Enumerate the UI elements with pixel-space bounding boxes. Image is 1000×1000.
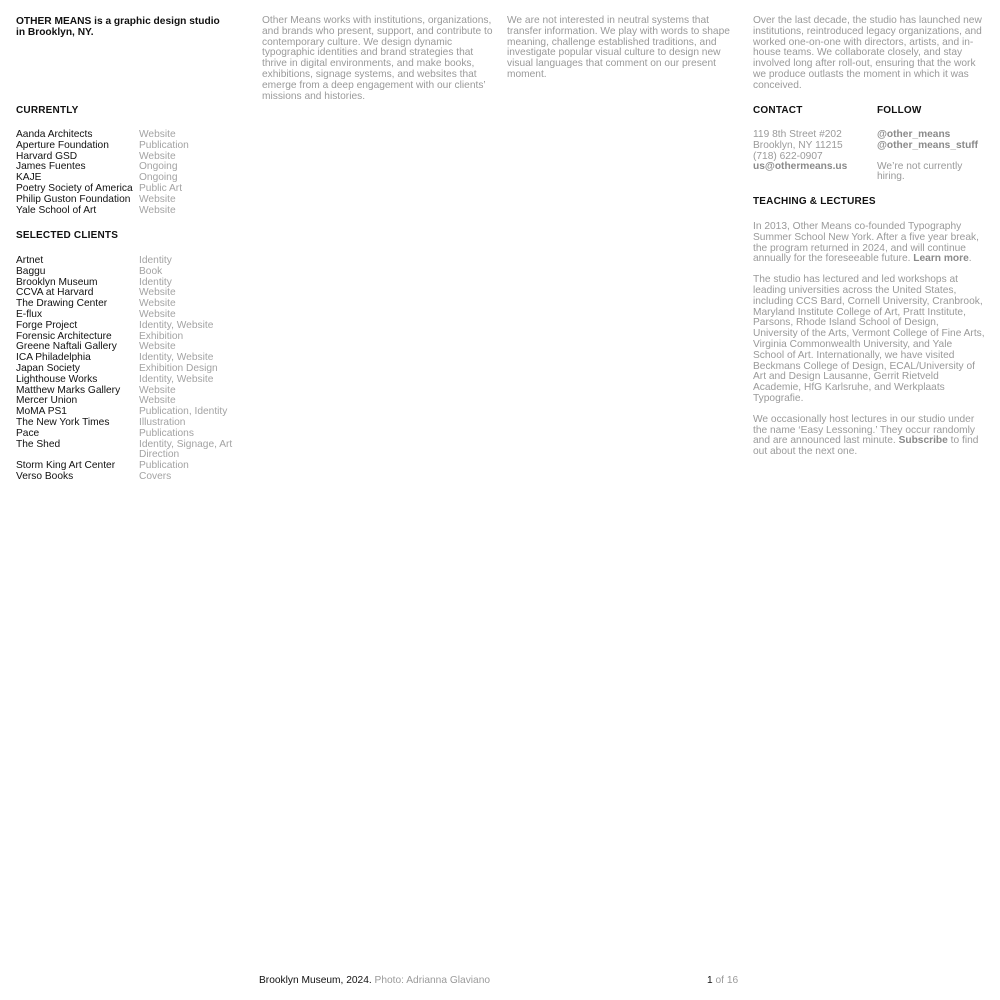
client-name[interactable]: Mercer Union xyxy=(16,395,78,407)
project-type: Website xyxy=(139,193,176,205)
address-line-1: 119 8th Street #202 xyxy=(753,129,842,140)
contact-heading: CONTACT xyxy=(753,105,803,116)
pagination[interactable] xyxy=(707,976,738,987)
client-name[interactable]: Yale School of Art xyxy=(16,204,97,216)
client-name[interactable]: Forensic Architecture xyxy=(16,330,112,342)
list-item[interactable] xyxy=(16,440,246,462)
client-name[interactable]: Verso Books xyxy=(16,470,74,482)
list-item[interactable] xyxy=(16,429,246,440)
list-item[interactable] xyxy=(16,206,246,217)
project-type: Website xyxy=(139,287,176,299)
project-type: Website xyxy=(139,384,176,396)
project-type: Covers xyxy=(139,470,172,482)
subscribe-link[interactable]: Subscribe xyxy=(898,435,948,447)
caption-credit: Photo: Adrianna Glaviano xyxy=(371,975,491,986)
project-type: Publication, Identity xyxy=(139,406,228,418)
project-type: Publication xyxy=(139,460,189,472)
page-total: 16 xyxy=(726,975,739,986)
client-name[interactable]: KAJE xyxy=(16,172,42,184)
project-type: Publication xyxy=(139,139,189,151)
client-name[interactable]: Brooklyn Museum xyxy=(16,276,98,288)
client-name[interactable]: Artnet xyxy=(16,255,44,266)
list-item[interactable] xyxy=(16,472,246,483)
selected-clients-heading: SELECTED CLIENTS xyxy=(16,230,119,241)
contact-block xyxy=(753,130,873,173)
about-column-3: Over the last decade, the studio has launched new institutions, reintroduced legacy organizations, and worked one-on-one with directors, artists, and in-house teams. We collaborate closely, and stay involved long after roll-out, ensuring that the work we produce outlasts the moment in which it was conceived. xyxy=(753,15,982,91)
follow-block xyxy=(877,130,992,183)
project-type: Publications xyxy=(139,427,194,439)
client-name[interactable]: Philip Guston Foundation xyxy=(16,193,131,205)
email-link[interactable]: us@othermeans.us xyxy=(753,161,848,173)
list-item[interactable] xyxy=(16,141,246,152)
project-type: Identity xyxy=(139,276,172,288)
client-name[interactable]: The Shed xyxy=(16,438,61,450)
hiring-status: We’re not currently hiring. xyxy=(877,160,963,183)
client-name[interactable]: Aanda Architects xyxy=(16,129,93,140)
teaching-paragraph-3: We occasionally host lectures in our studio under the name ‘Easy Lessoning.’ They occur randomly and are announced last minute. Subscribe to find out about the next one. xyxy=(753,413,979,458)
client-name[interactable]: Harvard GSD xyxy=(16,150,78,162)
project-type: Identity, Signage, Art Direction xyxy=(139,438,233,461)
selected-clients-list xyxy=(16,256,246,483)
list-item[interactable] xyxy=(16,195,246,206)
client-name[interactable]: Baggu xyxy=(16,265,46,277)
project-type: Public Art xyxy=(139,182,183,194)
phone-number[interactable]: (718) 622-0907 xyxy=(753,150,823,162)
page-current: 1 xyxy=(707,975,713,986)
client-name[interactable]: The Drawing Center xyxy=(16,298,108,310)
studio-tagline: is a graphic design studio in Brooklyn, NY. xyxy=(16,16,220,38)
about-column-2: We are not interested in neutral systems that transfer information. We play with words to shape meaning, challenge established traditions, and investigate popular visual culture to design new visual languages that comment on our present moment. xyxy=(507,15,730,80)
address-line-2: Brooklyn, NY 11215 xyxy=(753,139,843,151)
list-item[interactable] xyxy=(16,375,246,386)
teaching-block xyxy=(753,222,986,458)
client-name[interactable]: Storm King Art Center xyxy=(16,460,116,472)
project-type: Exhibition xyxy=(139,330,184,342)
project-type: Identity, Website xyxy=(139,319,214,331)
teaching-paragraph-2: The studio has lectured and led workshops at leading universities across the United States, including CCS Bard, Cornell University, Cranbrook, Maryland Institute College of Art, Pratt Institute, Parsons, Rhode Island School of Design, University of the Arts, Vermont College of Fine Arts, Virginia Commonwealth University, and Yale School of Art. Internationally, we have visited Beckmans College of Design, ECAL/University of Art and Design Lausanne, Gerrit Rietveld Academie, HfG Karlsruhe, and Werkplaats Typografie. xyxy=(753,274,985,404)
client-name[interactable]: Aperture Foundation xyxy=(16,139,109,151)
project-type: Website xyxy=(139,308,176,320)
list-item[interactable] xyxy=(16,418,246,429)
project-type: Website xyxy=(139,395,176,407)
social-link-other-means-stuff[interactable]: @other_means_stuff xyxy=(877,139,979,151)
project-type: Ongoing xyxy=(139,161,178,173)
client-name[interactable]: Forge Project xyxy=(16,319,78,331)
social-link-other-means[interactable]: @other_means xyxy=(877,129,951,140)
project-type: Ongoing xyxy=(139,172,178,184)
project-type: Book xyxy=(139,265,163,277)
project-type: Illustration xyxy=(139,416,186,428)
project-type: Website xyxy=(139,298,176,310)
list-item[interactable] xyxy=(16,299,246,310)
client-name[interactable]: The New York Times xyxy=(16,416,110,428)
teaching-paragraph-1: In 2013, Other Means co-founded Typography Summer School New York. After a five year break, the program returned in 2024, and will continue annually for the foreseeable future. Learn more. xyxy=(753,221,979,265)
client-name[interactable]: James Fuentes xyxy=(16,161,86,173)
client-name[interactable]: CCVA at Harvard xyxy=(16,287,94,299)
learn-more-link[interactable]: Learn more xyxy=(913,253,969,265)
list-item[interactable] xyxy=(16,256,246,267)
caption-title: Brooklyn Museum, 2024. xyxy=(259,975,372,986)
teaching-heading: TEACHING & LECTURES xyxy=(753,196,876,207)
currently-list xyxy=(16,130,246,216)
list-item[interactable] xyxy=(16,267,246,278)
project-type: Identity, Website xyxy=(139,373,214,385)
project-type: Identity, Website xyxy=(139,352,214,364)
client-name[interactable]: Greene Naftali Gallery xyxy=(16,341,117,353)
client-name[interactable]: Matthew Marks Gallery xyxy=(16,384,121,396)
list-item[interactable] xyxy=(16,162,246,173)
project-type: Website xyxy=(139,204,176,216)
currently-heading: CURRENTLY xyxy=(16,105,79,116)
client-name[interactable]: Japan Society xyxy=(16,362,80,374)
list-item[interactable] xyxy=(16,321,246,332)
client-name[interactable]: E-flux xyxy=(16,308,43,320)
project-type: Identity xyxy=(139,255,172,266)
studio-intro xyxy=(16,16,231,38)
client-name[interactable]: Lighthouse Works xyxy=(16,373,98,385)
client-name[interactable]: ICA Philadelphia xyxy=(16,352,91,364)
client-name[interactable]: Poetry Society of America xyxy=(16,182,133,194)
project-type: Website xyxy=(139,150,176,162)
project-type: Website xyxy=(139,129,176,140)
page-separator: of xyxy=(712,975,727,986)
client-name[interactable]: Pace xyxy=(16,427,40,439)
studio-name: OTHER MEANS xyxy=(16,16,92,27)
about-column-1: Other Means works with institutions, organizations, and brands who present, support, and contribute to contemporary culture. We design dynamic typographic identities and brand strategies that thrive in digital environments, and make books, exhibitions, signage systems, and websites that emerge from a deep engagement with our clients’ missions and histories. xyxy=(262,15,493,102)
client-name[interactable]: MoMA PS1 xyxy=(16,406,67,418)
image-caption xyxy=(259,976,490,987)
project-type: Exhibition Design xyxy=(139,362,218,374)
follow-heading: FOLLOW xyxy=(877,105,922,116)
project-type: Website xyxy=(139,341,176,353)
